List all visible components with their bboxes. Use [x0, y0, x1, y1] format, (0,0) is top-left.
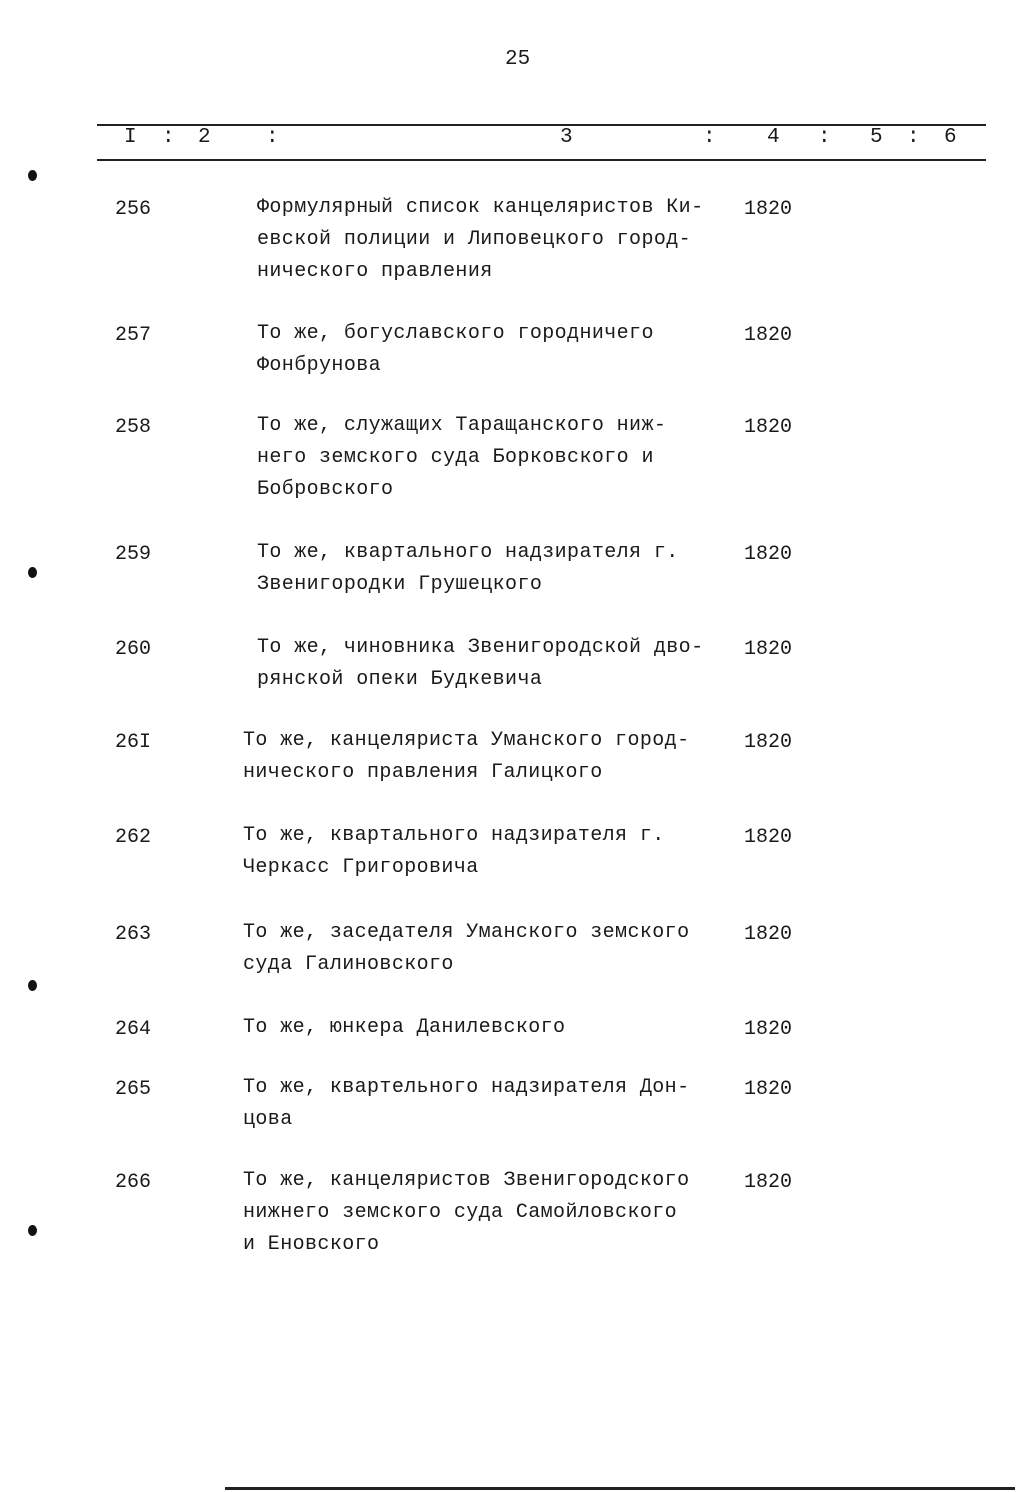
- entry-title-line: цова: [243, 1108, 293, 1131]
- entry-title-line: суда Галиновского: [243, 953, 454, 976]
- entry-title-line: То же, чиновника Звенигородской дво-: [257, 636, 704, 659]
- entry-title: [243, 725, 689, 789]
- entry-year: 1820: [744, 198, 793, 221]
- entry-year: 1820: [744, 923, 793, 946]
- column-separator: :: [818, 126, 831, 149]
- entry-number: 26I: [115, 731, 152, 754]
- bottom-edge-line: [225, 1487, 1015, 1490]
- entry-title-line: То же, юнкера Данилевского: [243, 1016, 566, 1039]
- entry-title: [257, 632, 703, 696]
- entry-title-line: Бобровского: [257, 478, 394, 501]
- entry-title-line: и Еновского: [243, 1233, 380, 1256]
- entry-title-line: рянской опеки Будкевича: [257, 668, 543, 691]
- table-header-bottom-rule: [97, 159, 986, 161]
- column-separator: :: [162, 126, 175, 149]
- entry-title-line: То же, канцеляриста Уманского город-: [243, 729, 690, 752]
- entry-title-line: То же, заседателя Уманского земского: [243, 921, 690, 944]
- entry-title-line: него земского суда Борковского и: [257, 446, 654, 469]
- entry-title: [243, 917, 689, 981]
- entry-number: 259: [115, 543, 152, 566]
- entry-title-line: Звенигородки Грушецкого: [257, 573, 543, 596]
- column-separator: :: [703, 126, 716, 149]
- entry-title-line: Фонбрунова: [257, 354, 382, 377]
- entry-number: 264: [115, 1018, 152, 1041]
- entry-number: 265: [115, 1078, 152, 1101]
- entry-title-line: То же, квартального надзирателя г.: [257, 541, 679, 564]
- entry-number: 260: [115, 638, 152, 661]
- entry-title: [257, 410, 666, 506]
- entry-title: [243, 1012, 565, 1044]
- entry-number: 262: [115, 826, 152, 849]
- entry-title-line: Черкасс Григоровича: [243, 856, 479, 879]
- entry-title-line: То же, квартального надзирателя г.: [243, 824, 665, 847]
- entry-title-line: То же, канцеляристов Звенигородского: [243, 1169, 690, 1192]
- entry-title: [257, 537, 679, 601]
- entry-year: 1820: [744, 324, 793, 347]
- entry-number: 263: [115, 923, 152, 946]
- entry-title-line: нижнего земского суда Самойловского: [243, 1201, 678, 1224]
- entry-number: 258: [115, 416, 152, 439]
- punch-hole-mark: [28, 170, 37, 181]
- entry-year: 1820: [744, 1078, 793, 1101]
- entry-title: [257, 318, 654, 382]
- column-6-header: 6: [944, 126, 957, 149]
- entry-number: 266: [115, 1171, 152, 1194]
- entry-number: 257: [115, 324, 152, 347]
- entry-year: 1820: [744, 826, 793, 849]
- table-header-top-rule: [97, 124, 986, 126]
- entry-title-line: Формулярный список канцеляристов Ки-: [257, 196, 704, 219]
- entry-title-line: нического правления: [257, 260, 493, 283]
- entry-title-line: нического правления Галицкого: [243, 761, 603, 784]
- entry-title: [243, 1165, 689, 1261]
- entry-title-line: То же, служащих Таращанского ниж-: [257, 414, 667, 437]
- column-2-header: 2: [198, 126, 211, 149]
- entry-year: 1820: [744, 638, 793, 661]
- entry-title: [243, 820, 665, 884]
- entry-title-line: евской полиции и Липовецкого город-: [257, 228, 692, 251]
- page-number: 25: [505, 48, 531, 71]
- entry-year: 1820: [744, 416, 793, 439]
- entry-title-line: То же, квартельного надзирателя Дон-: [243, 1076, 690, 1099]
- punch-hole-mark: [28, 567, 37, 578]
- entry-number: 256: [115, 198, 152, 221]
- column-separator: :: [907, 126, 920, 149]
- punch-hole-mark: [28, 1225, 37, 1236]
- column-4-header: 4: [767, 126, 780, 149]
- entry-title: [243, 1072, 689, 1136]
- entry-year: 1820: [744, 1171, 793, 1194]
- column-separator: :: [266, 126, 279, 149]
- entry-year: 1820: [744, 731, 793, 754]
- entry-title: [257, 192, 703, 288]
- column-5-header: 5: [870, 126, 883, 149]
- column-3-header: 3: [560, 126, 573, 149]
- column-1-header: I: [124, 126, 137, 149]
- entry-year: 1820: [744, 543, 793, 566]
- entry-year: 1820: [744, 1018, 793, 1041]
- punch-hole-mark: [28, 980, 37, 991]
- entry-title-line: То же, богуславского городничего: [257, 322, 654, 345]
